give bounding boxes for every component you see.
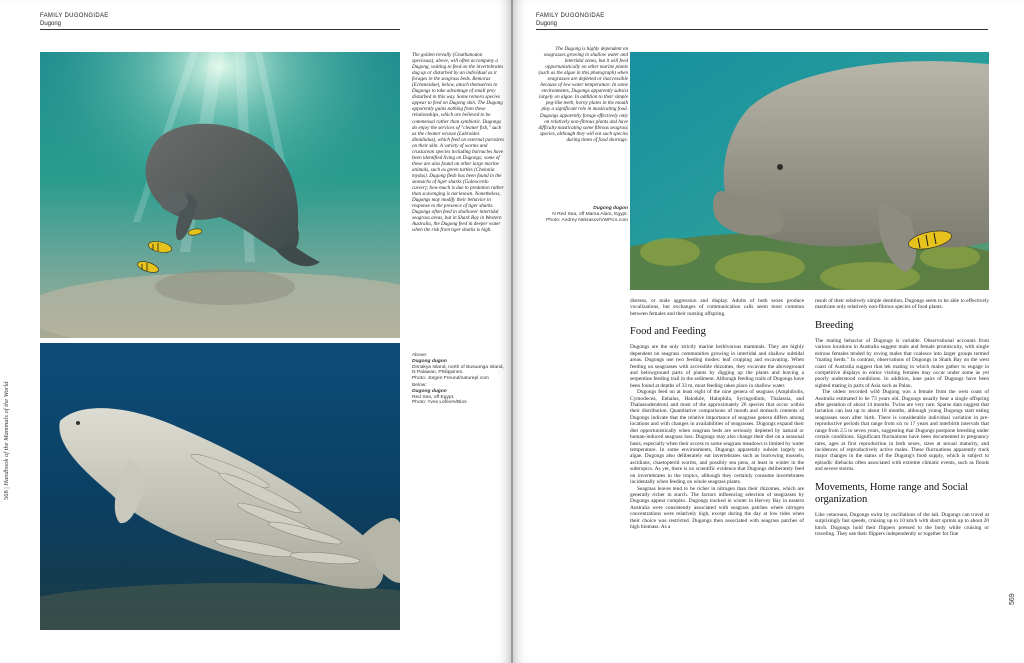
photo-dugong-trevally <box>40 52 400 338</box>
col2-paragraph: Like cetaceans, Dugongs swim by oscillations of the tail. Dugongs can travel at surprisingly fast speeds, cruising up to 10 km/h with short sprints up to about 20 km/h. Dugongs hold their flippers pressed to the body while cruising or traveling. They use their flippers independently or together for fine <box>815 511 989 537</box>
left-running-head <box>40 12 109 28</box>
left-side-caption: The golden trevally (Gnathanodon speciosus), above, will often accompany a Dugong, waiting to feed on the invertebrates dug up or disturbed by an individual as it forages in the seagrass beds. Remoras (Echeneidae), below, attach themselves to Dugongs to take advantage of small prey disturbed in this way. Some remora species appear to feed on Dugong skin. The Dugong apparently gains nothing from these relationships, which are believed to be commensal rather than symbiotic. Dugongs do enjoy the services of "cleaner fish," such as the cleaner wrasse (Labroides dimidiatus), which feed on external parasites on their skin. A variety of worms and crustacean species including barnacles have been identified living on Dugongs; some of these are also found on other large marine animals, such as green turtles (Chelonia mydas). Dugong flesh has been found in the stomachs of tiger sharks (Galeocerdo cuvier); how much is due to predation rather than scavenging is not known. Nonetheless, Dugongs may modify their behavior in response to the presence of tiger sharks. Dugongs often feed in shallower intertidal seagrass areas, but in Shark Bay in Western Australia, the Dugong feed in deeper water when the risk from tiger sharks is high. <box>412 52 504 234</box>
col2-paragraph: The mating behavior of Dugongs is variable. Observational accounts from various locations in Australia suggest male and female promiscuity, with single estrous females tended by roving males that coalesce into larger groups termed "mating herds." In contrast, observations of Dugongs in Shark Bay on the west coast of Australia suggest that lek mating in which males gather to engage in competitive displays to entice visiting females may occur under some as yet poorly understood conditions. In addition, lone pairs of Dugongs have been sighted mating in parts of Asia such as Palau. <box>815 337 989 389</box>
col2-paragraph: The oldest recorded wild Dugong was a female from the west coast of Australia estimated to be 73 years old. Dugongs usually bear a single offspring after gestation of about 14 months. Twins are very rare. Sparse data suggest that lactation can last up to about 18 months, although young Dugongs start eating seagrasses soon after birth. There is considerable individual variation in pre-reproductive periods that range from six to 17 years and interbirth intervals that range from 2.5 to seven years, suggesting that Dugongs postpone breeding under certain conditions. Significant fluctuations have been documented in pregnancy rates, ages at first reproduction in both sexes, sizes at sexual maturity, and incidences of reproductively active males. These fluctuations apparently track major changes in the status of the Dugong's food supply, which is subject to episodic diebacks often associated with extreme climatic events, such as floods and severe storms. <box>815 389 989 473</box>
col1-paragraph: Dugongs are the only strictly marine herbivorous mammals. They are highly dependent on seagrass communities growing in intertidal and shallow subtidal areas. Dugongs use two feeding modes: leaf cropping and excavating. When feeding on seagrasses with accessible rhizomes, they excavate the aboveground and belowground parts of plants by digging up the plants and leaving a serpentine feeding trail in the sediment. Although feeding trails of Dugongs have been found at depths of 33 m, most feeding takes place in shallow water. <box>630 344 804 389</box>
photo-dugong-remoras <box>40 343 400 630</box>
credit-below <box>412 383 504 406</box>
credit-above-location: Dimakya Island, north of Busuanga Island, N Palawan, Philippines. <box>412 364 504 376</box>
credit-above-label: Above: <box>412 353 428 358</box>
heading-breeding: Breeding <box>815 319 854 331</box>
book-title: Handbook of the Mammals of the World <box>3 381 10 486</box>
credit-below-location: Red Sea, off Egypt. <box>412 394 455 400</box>
credit-above-species: Dugong dugon <box>412 358 447 364</box>
right-family-label: FAMILY DUGONGIDAE <box>536 13 605 19</box>
text-column-2 <box>815 298 989 537</box>
right-page <box>513 0 1024 663</box>
right-header-rule <box>536 29 988 30</box>
right-running-head <box>536 12 605 28</box>
col2-intro: result of their relatively simple dentition, Dugongs seem to be able to effectively masticate only relatively non-fibrous species of food plants. <box>815 298 989 311</box>
heading-food-and-feeding: Food and Feeding <box>630 326 706 338</box>
right-credit-location: N Red Sea, off Marsa Alam, Egypt. <box>552 211 628 217</box>
right-credit <box>536 206 628 223</box>
photo-dugong-feeding <box>630 52 989 290</box>
left-page-number: 568 <box>3 490 10 500</box>
right-side-caption: The Dugong is highly dependent on seagrasses growing in shallow water and intertidal zones, but it will feed opportunistically on other marine plants (such as the algae in this photograph) when seagrasses are depleted or inaccessible because of low water temperature. In some environments, Dugongs apparently subsist largely on algae. In addition to their simple peg-like teeth, horny plates in the mouth play a significant role in masticating food. Dugongs apparently forage effectively only on relatively non-fibrous plants and have difficulty masticating some fibrous seagrass species, although they will eat such species during times of food shortage. <box>538 46 628 143</box>
credit-below-label: Below: <box>412 383 427 388</box>
right-species-label: Dugong <box>536 21 558 27</box>
right-page-number: 569 <box>1009 593 1016 605</box>
left-page <box>0 0 511 663</box>
book-title-vertical: 568 | Handbook of the Mammals of the World <box>3 381 10 500</box>
text-column-1 <box>630 298 804 531</box>
left-species-label: Dugong <box>40 21 62 27</box>
col1-paragraph: Seagrass leaves tend to be richer in nitrogen than their rhizomes, which are generally richer in starch. The factors influencing selection of seagrasses by Dugongs appear complex. Dugongs tracked in winter in Hervey Bay in eastern Australia were consistently associated with seagrass patches where nitrogen concentrations were relatively high, except during the day at low tides when their choice was restricted. Dugongs then associated with seagrass patches of high biomass. As a <box>630 485 804 531</box>
credit-above <box>412 353 504 382</box>
col1-paragraph: Dugongs feed on at least eight of the nine genera of seagrass (Amphibolis, Cymodocea, Enhalus, Halodule, Halophila, Syringodium, Thalassia, and Thalassodendron) and most of the approximately 26 species that occur within their distribution. Quantitative comparisons of mouth and stomach contents of Dugongs indicate that the relative importance of seagrass genera differs among locations and with changes in availabilities of seagrasses. Dugongs expand their diet opportunistically when seagrass beds are seriously depleted by natural or human-induced seagrass loss. Dugongs may also change their diet on a seasonal basis, especially when their access to some seagrass meadows is limited by water temperature. In some environments, Dugongs apparently subsist largely on algae. Dugongs also deliberately eat invertebrates such as burrowing mussels, ascidians, chaetopterid worms, and possibly sea pens, at least in winter in the subtropics. As yet, there is no scientific evidence that Dugongs deliberately feed on invertebrates in the tropics, although they certainly consume invertebrates incidentally when feeding on whole seagrass plants. <box>630 389 804 486</box>
left-header-rule <box>40 29 400 30</box>
col1-intro: distress, or male aggression and display. Adults of both sexes produce vocalizations, but exchanges of communication calls seem most common between females and their nursing offspring. <box>630 298 804 317</box>
credit-above-photo: Photo: Jürgen Freund/naturepl.com <box>412 376 489 382</box>
right-credit-species: Dugong dugon <box>593 206 628 211</box>
right-credit-photo: Photo: Andrey Nekrasov/VWPics.com <box>546 217 628 223</box>
heading-movements: Movements, Home range and Social organization <box>815 481 969 505</box>
left-family-label: FAMILY DUGONGIDAE <box>40 13 109 19</box>
credit-below-photo: Photo: Yves Lefèvre/Bios <box>412 400 467 406</box>
credit-below-species: Dugong dugon <box>412 388 447 394</box>
